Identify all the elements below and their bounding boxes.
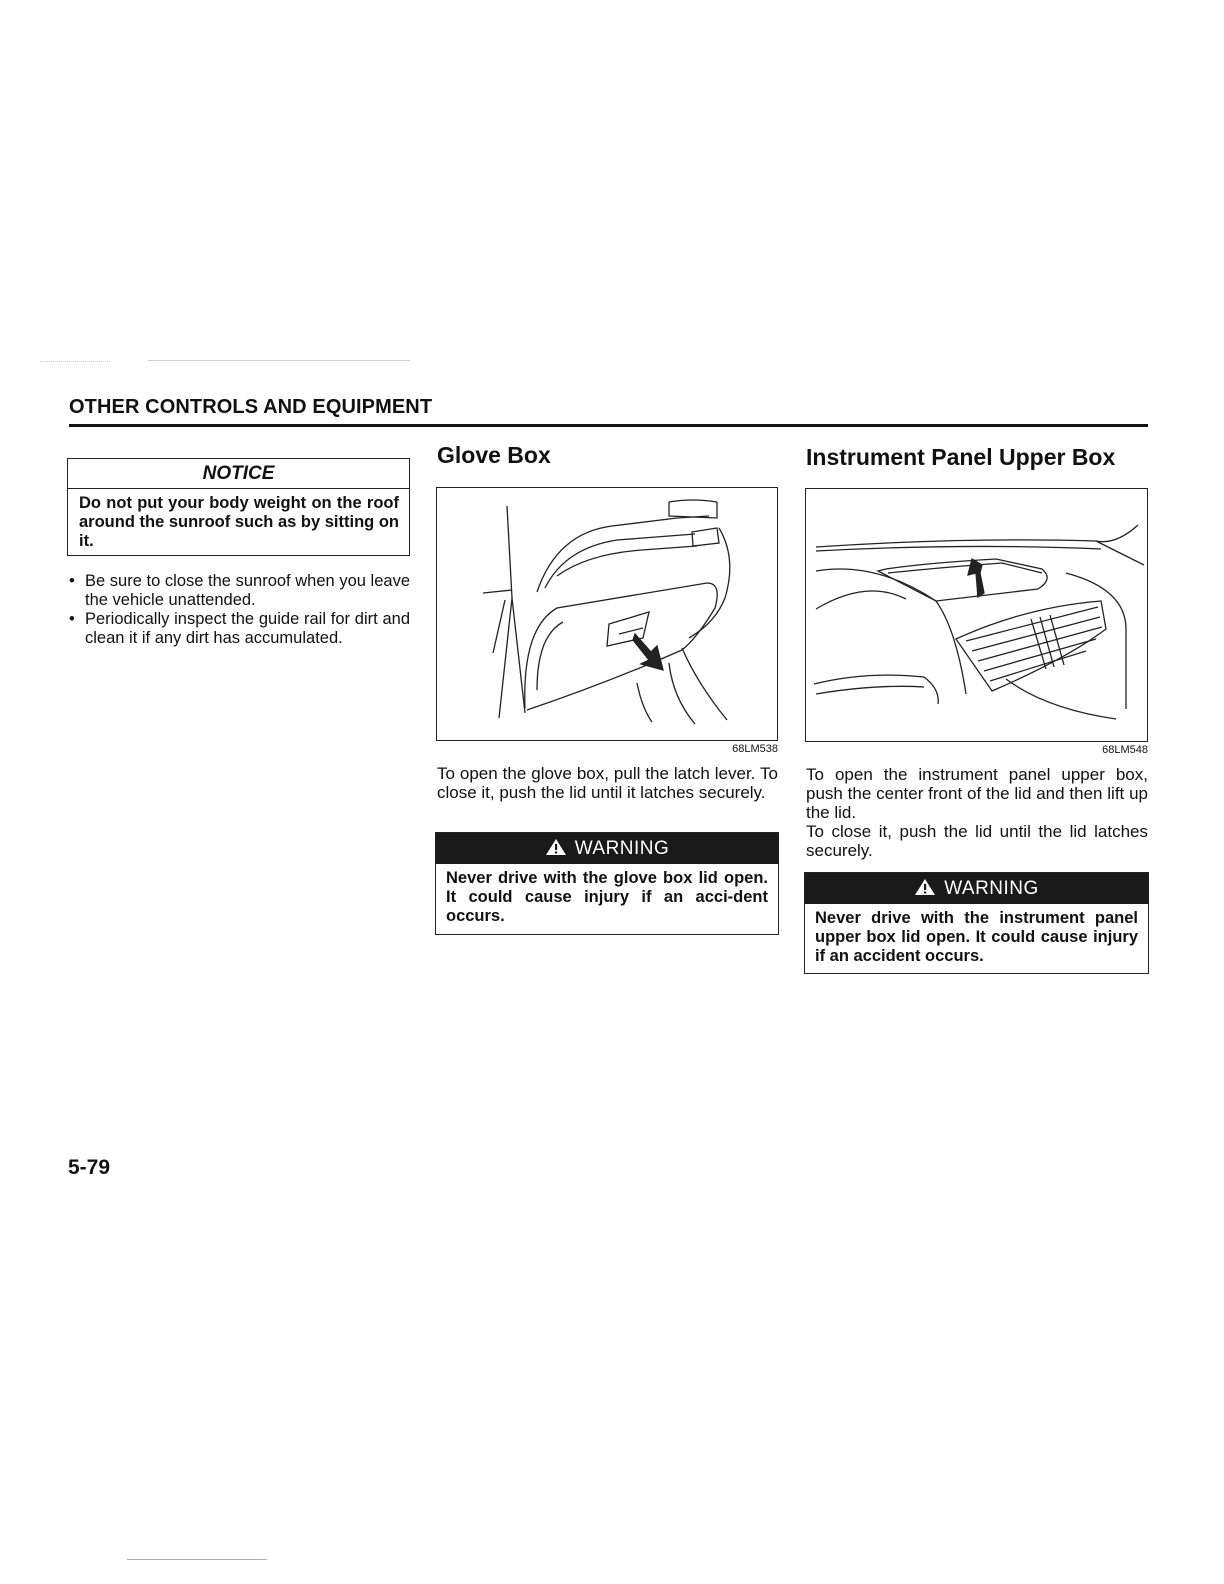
glove-box-instructions: To open the glove box, pull the latch lever. To close it, push the lid until it latches securely.: [437, 764, 778, 802]
section-header: OTHER CONTROLS AND EQUIPMENT: [69, 396, 433, 418]
notice-box: [67, 458, 410, 556]
glove-box-illustration-icon: [437, 488, 776, 739]
upper-box-warning: [804, 872, 1149, 974]
warning-triangle-icon: [914, 878, 936, 896]
sunroof-bullet-list: [68, 572, 410, 648]
page-number: 5-79: [68, 1156, 111, 1179]
upper-box-close-text: To close it, push the lid until the lid latches securely.: [806, 822, 1148, 860]
upper-box-figure: [805, 488, 1148, 742]
header-rule: [69, 424, 1148, 427]
instrument-panel-upper-box-illustration-icon: [806, 489, 1146, 740]
warning-text: Never drive with the glove box lid open. It could cause injury if an acci-dent occurs.: [446, 869, 768, 925]
warning-text: Never drive with the instrument panel upper box lid open. It could cause injury if an accident occurs.: [815, 909, 1138, 965]
glove-box-figure: [436, 487, 778, 741]
glove-box-title: Glove Box: [437, 442, 551, 468]
list-item: [68, 610, 410, 648]
list-item: [68, 572, 410, 610]
figure-code: 68LM538: [732, 743, 778, 755]
scan-artifact-line: [127, 1559, 267, 1560]
upper-box-instructions: [806, 765, 1148, 860]
notice-text: Do not put your body weight on the roof around the sunroof such as by sitting on it.: [79, 494, 399, 550]
upper-box-title: Instrument Panel Upper Box: [806, 444, 1116, 470]
warning-header: [436, 833, 778, 864]
warning-label: WARNING: [944, 878, 1039, 899]
bullet-dot: •: [69, 572, 75, 590]
upper-box-open-text: To open the instrument panel upper box, push the center front of the lid and then lift up the lid.: [806, 765, 1148, 822]
scan-artifact-line: [40, 361, 110, 362]
warning-triangle-icon: [545, 838, 567, 856]
notice-title: NOTICE: [68, 459, 409, 489]
bullet-text: Be sure to close the sunroof when you leave the vehicle unattended.: [85, 572, 410, 609]
bullet-text: Periodically inspect the guide rail for dirt and clean it if any dirt has accumulated.: [85, 610, 410, 647]
bullet-dot: •: [69, 610, 75, 628]
warning-header: [805, 873, 1148, 904]
warning-label: WARNING: [574, 838, 670, 859]
scan-artifact-line: [148, 360, 410, 361]
figure-code: 68LM548: [1102, 744, 1148, 756]
glove-box-warning: [435, 832, 779, 935]
